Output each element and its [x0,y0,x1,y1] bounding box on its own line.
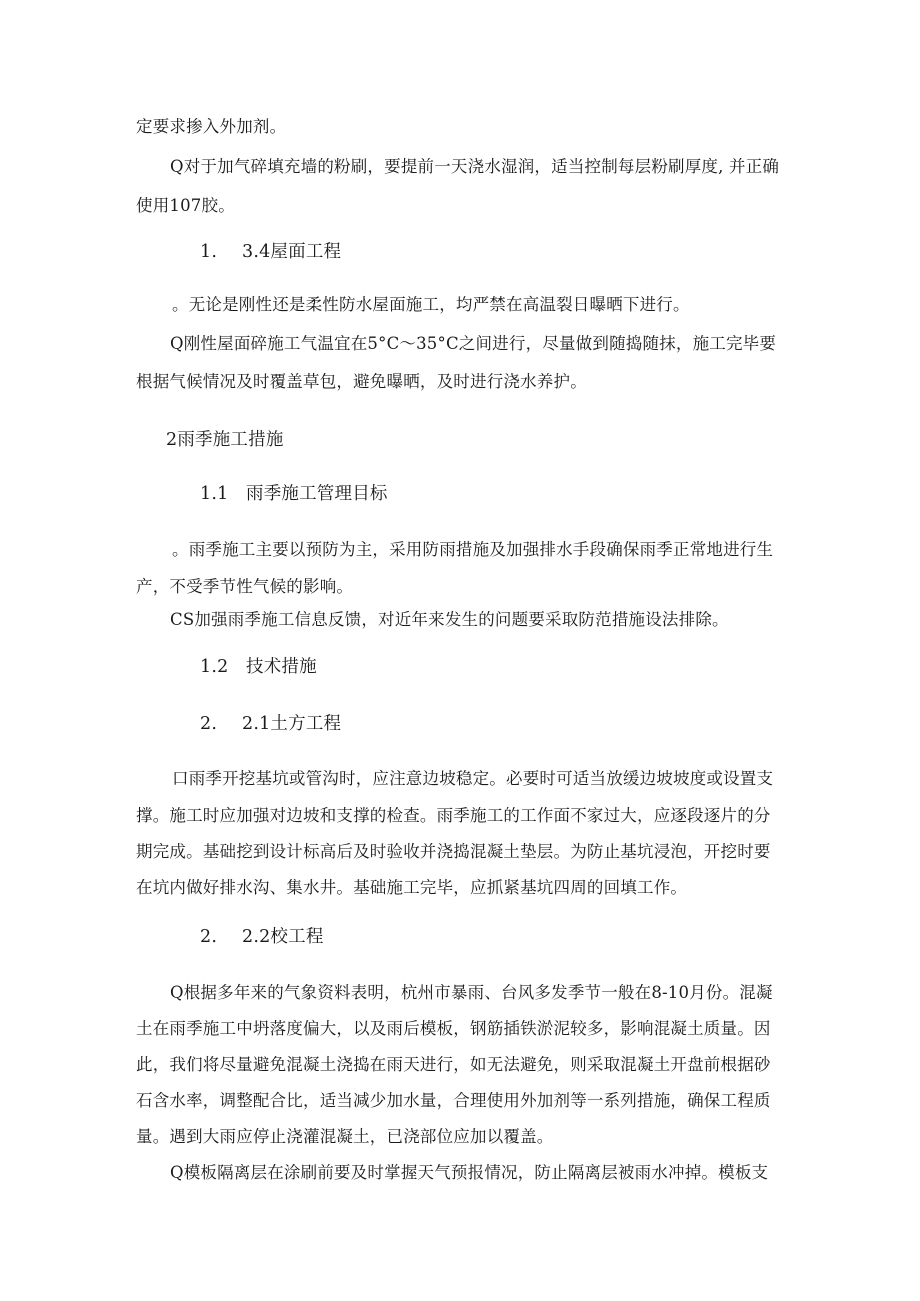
paragraph-line: 。雨季施工主要以预防为主，采用防雨措施及加强排水手段确保雨季正常地进行生 [172,540,774,559]
heading-text: 技术措施 [246,657,317,677]
heading-number: 1.1 [200,484,229,504]
chapter-heading-rain: 2雨季施工措施 [166,430,284,450]
paragraph-line: Q对于加气碎填充墙的粉刷，要提前一天浇水湿润，适当控制每层粉刷厚度, 并正确 [170,157,780,176]
heading-text: 2.1土方工程 [242,714,342,734]
paragraph-line: 量。遇到大雨应停止浇灌混凝土，已浇部位应加以覆盖。 [136,1127,554,1146]
paragraph-line: 口雨季开挖基坑或管沟时，应注意边坡稳定。必要时可适当放缓边坡坡度或设置支 [172,769,774,788]
paragraph-line: Q根据多年来的气象资料表明，杭州市暴雨、台风多发季节一般在8-10月份。混凝 [170,983,773,1002]
paragraph-line: 此，我们将尽量避免混凝土浇捣在雨天进行，如无法避免，则采取混凝土开盘前根据砂 [136,1055,771,1074]
paragraph-line: CS加强雨季施工信息反馈，对近年来发生的问题要采取防范措施设法排除。 [170,610,729,629]
paragraph-line: 根据气候情况及时覆盖草包，避免曝晒，及时进行浇水养护。 [136,372,587,391]
heading-number: 2. [200,714,218,734]
heading-text: 2.2校工程 [242,927,324,947]
heading-number: 2. [200,927,218,947]
section-heading-tech [200,657,317,677]
section-heading-roof [200,242,341,262]
section-heading-concrete [200,927,324,947]
paragraph-line: 期完成。基础挖到设计标高后及时验收并浇捣混凝土垫层。为防止基坑浸泡，开挖时要 [136,842,771,861]
paragraph-line: 使用107胶。 [136,196,235,215]
heading-text: 3.4屋面工程 [242,242,342,262]
heading-number: 1.2 [200,657,229,677]
paragraph-line: 定要求掺入外加剂。 [136,117,287,136]
heading-number: 1. [200,242,218,262]
paragraph-line: Q模板隔离层在涂刷前要及时掌握天气预报情况，防止隔离层被雨水冲掉。模板支 [170,1163,769,1182]
paragraph-line: 撑。施工时应加强对边坡和支撑的检查。雨季施工的工作面不家过大，应逐段逐片的分 [136,806,771,825]
paragraph-line: 在坑内做好排水沟、集水井。基础施工完毕，应抓紧基坑四周的回填工作。 [136,878,688,897]
section-heading-target [200,484,388,504]
paragraph-line: 石含水率，调整配合比，适当减少加水量，合理使用外加剂等一系列措施，确保工程质 [136,1091,771,1110]
heading-text: 雨季施工管理目标 [246,484,388,504]
section-heading-earthwork [200,714,341,734]
paragraph-line: 土在雨季施工中坍落度偏大，以及雨后模板，钢筋插铁淤泥较多，影响混凝土质量。因 [136,1019,771,1038]
paragraph-line: Q刚性屋面碎施工气温宜在5°C～35°C之间进行，尽量做到随捣随抹，施工完毕要 [170,334,777,353]
paragraph-line: 产，不受季节性气候的影响。 [136,577,354,596]
paragraph-line: 。无论是刚性还是柔性防水屋面施工，均严禁在高温裂日曝晒下进行。 [172,295,690,314]
